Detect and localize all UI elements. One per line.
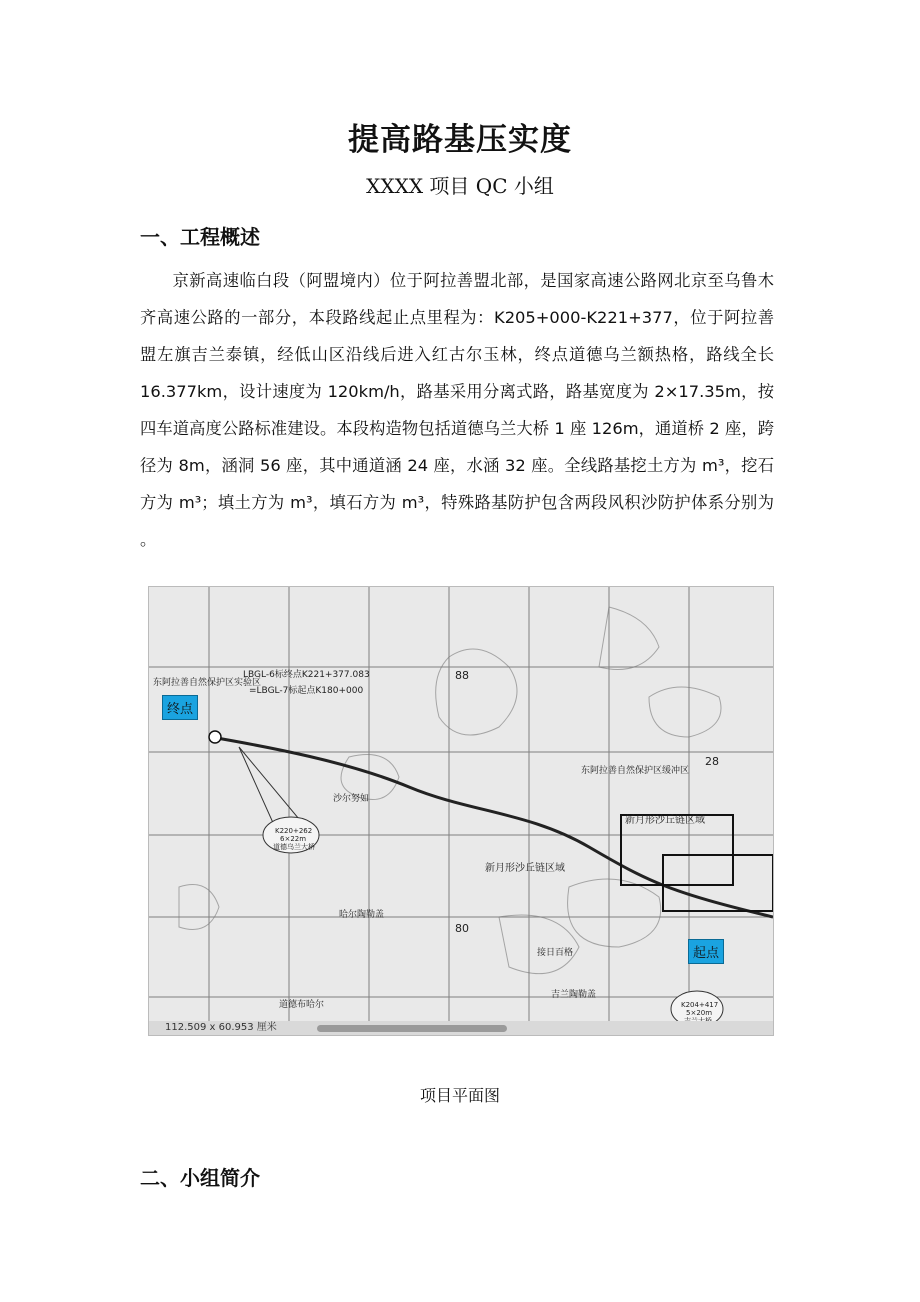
figure-caption: 项目平面图 [419, 1086, 500, 1105]
label-place4: 接日百格 [537, 948, 574, 958]
label-grid-28: 28 [705, 755, 719, 768]
map-scale-text: 112.509 x 60.953 厘米 [165, 1022, 277, 1033]
start-point-marker: 起点 [688, 939, 724, 964]
project-plan-map [148, 586, 774, 1036]
map-scrollbar[interactable] [317, 1025, 507, 1032]
label-grid-80: 80 [455, 922, 469, 935]
label-bridge1c: 道德乌兰大桥 [273, 843, 315, 851]
label-bridge2b: 5×20m [686, 1009, 713, 1017]
label-grid-88: 88 [455, 669, 469, 682]
label-bridge1b: 6×22m [280, 835, 307, 843]
label-place5: 道德布哈尔 [279, 1000, 325, 1010]
label-sand1: 新月形沙丘链区域 [625, 815, 705, 826]
label-place2: 沙尔努如 [333, 794, 370, 804]
overview-paragraph [140, 262, 774, 558]
label-reserve2: 东阿拉善自然保护区缓冲区 [581, 766, 690, 776]
label-place1: 哈尔陶勒盖 [339, 910, 385, 920]
overview-text: 京新高速临白段（阿盟境内）位于阿拉善盟北部，是国家高速公路网北京至乌鲁木齐高速公路的一部分，本段路线起止点里程为：K205+000-K221+377，位于阿拉善盟左旗吉兰泰镇，经低山区沿线后进入红古尔玉林，终点道德乌兰额热格，路线全长 16.377km，设计速度为 120km/h，路基采用分离式路，路基宽度为 2×17.35m，按四车道高度公路标准建设。本段构造物包括道德乌兰大桥 1 座 126m，通道桥 2 座，跨径为 8m，涵洞 56 座，其中通道涵 24 座，水涵 32 座。全线路基挖土方为 m³，挖石方为 m³；填土方为 m³，填石方为 m³，特殊路基防护包含两段风积沙防护体系分别为 。 [140, 271, 774, 549]
section-heading-team: 二、小组简介 [140, 1166, 260, 1190]
label-sand2: 新月形沙丘链区域 [485, 863, 565, 874]
document-title: 提高路基压实度 [348, 122, 572, 158]
label-lbgl7: =LBGL-7标起点K180+000 [249, 686, 364, 696]
label-lbgl6: LBGL-6标终点K221+377.083 [243, 670, 370, 680]
label-place3: 吉兰陶勒盖 [551, 990, 597, 1000]
label-bridge2: K204+417 [681, 1001, 719, 1009]
end-point-marker: 终点 [162, 695, 198, 720]
label-reserve: 东阿拉善自然保护区实验区 [153, 678, 262, 688]
section-heading-overview: 一、工程概述 [140, 225, 260, 249]
document-subtitle: XXXX 项目 QC 小组 [366, 174, 554, 198]
map-drawing [149, 587, 773, 1035]
label-bridge1: K220+262 [275, 827, 313, 835]
